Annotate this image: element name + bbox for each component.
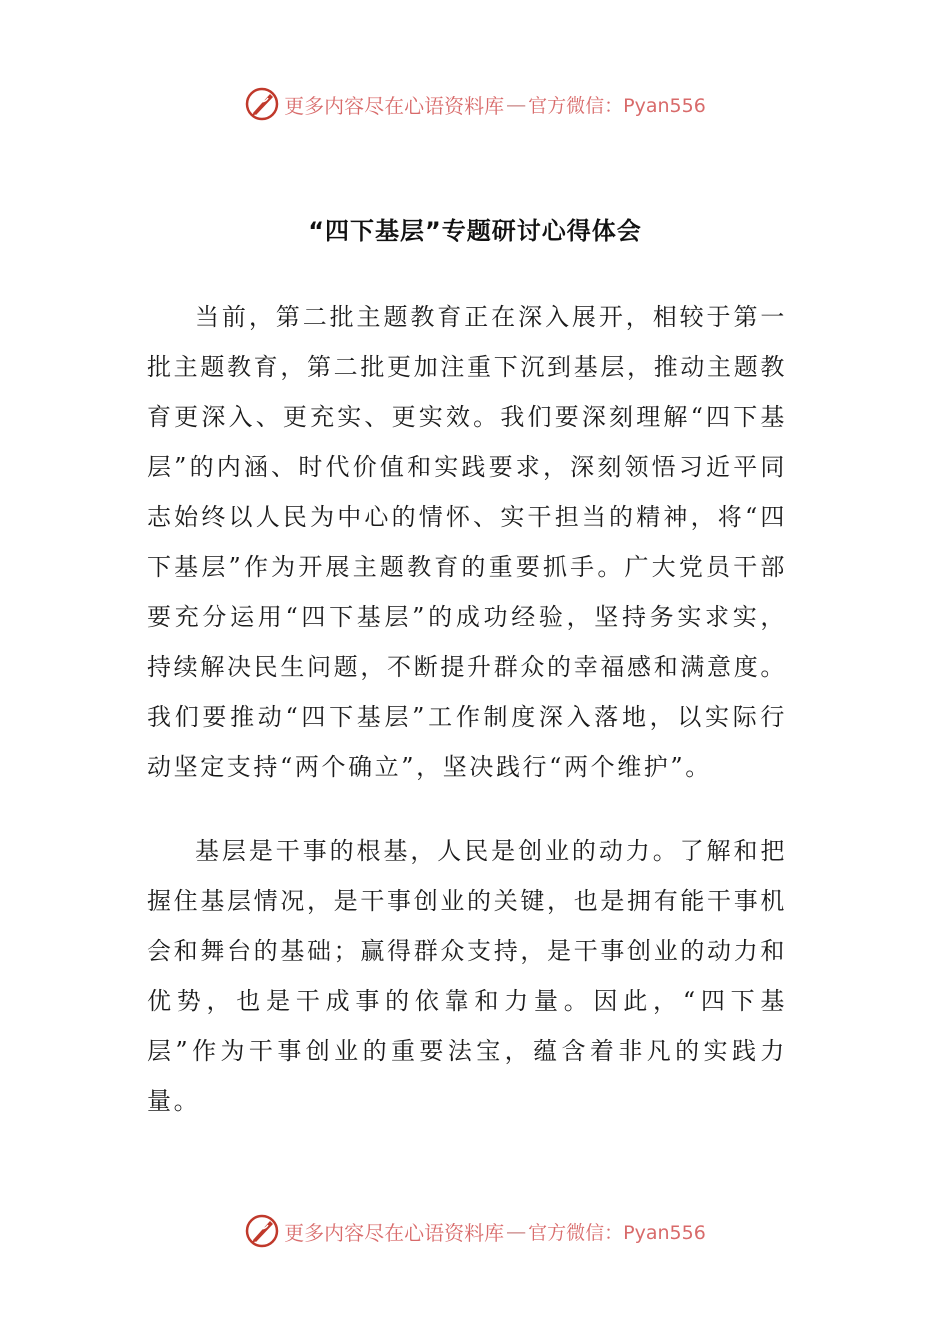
watermark-wechat-text: 官方微信：Pyan556 (528, 94, 706, 117)
watermark-site-text: 更多内容尽在心语资料库 (284, 1220, 505, 1245)
document-title: “四下基层”专题研讨心得体会 (308, 217, 642, 245)
quill-pen-logo-icon (244, 1213, 280, 1249)
body-paragraph-1: 当前，第二批主题教育正在深入展开，相较于第一批主题教育，第二批更加注重下沉到基层，推动主题教育更深入、更充实、更实效。我们要深刻理解“四下基层”的内涵、时代价值和实践要求，深刻领悟习近平同志始终以人民为中心的情怀、实干担当的精神，将“四下基层”作为开展主题教育的重要抓手。广大党员干部要充分运用“四下基层”的成功经验，坚持务实求实，持续解决民生问题，不断提升群众的幸福感和满意度。我们要推动“四下基层”工作制度深入落地，以实际行动坚定支持“两个确立”，坚决践行“两个维护”。 (147, 303, 787, 781)
watermark-site-text: 更多内容尽在心语资料库 (284, 93, 505, 118)
watermark-wechat-text: 官方微信：Pyan556 (528, 1221, 706, 1244)
header-watermark (0, 84, 950, 124)
footer-watermark (0, 1211, 950, 1251)
quill-pen-logo-icon (244, 86, 280, 122)
watermark-separator: — (506, 1219, 527, 1243)
body-paragraph-2: 基层是干事的根基，人民是创业的动力。了解和把握住基层情况，是干事创业的关键，也是拥有能干事机会和舞台的基础；赢得群众支持，是干事创业的动力和优势，也是干成事的依靠和力量。因此，“四下基层”作为干事创业的重要法宝，蕴含着非凡的实践力量。 (147, 837, 787, 1115)
watermark-separator: — (506, 92, 527, 116)
